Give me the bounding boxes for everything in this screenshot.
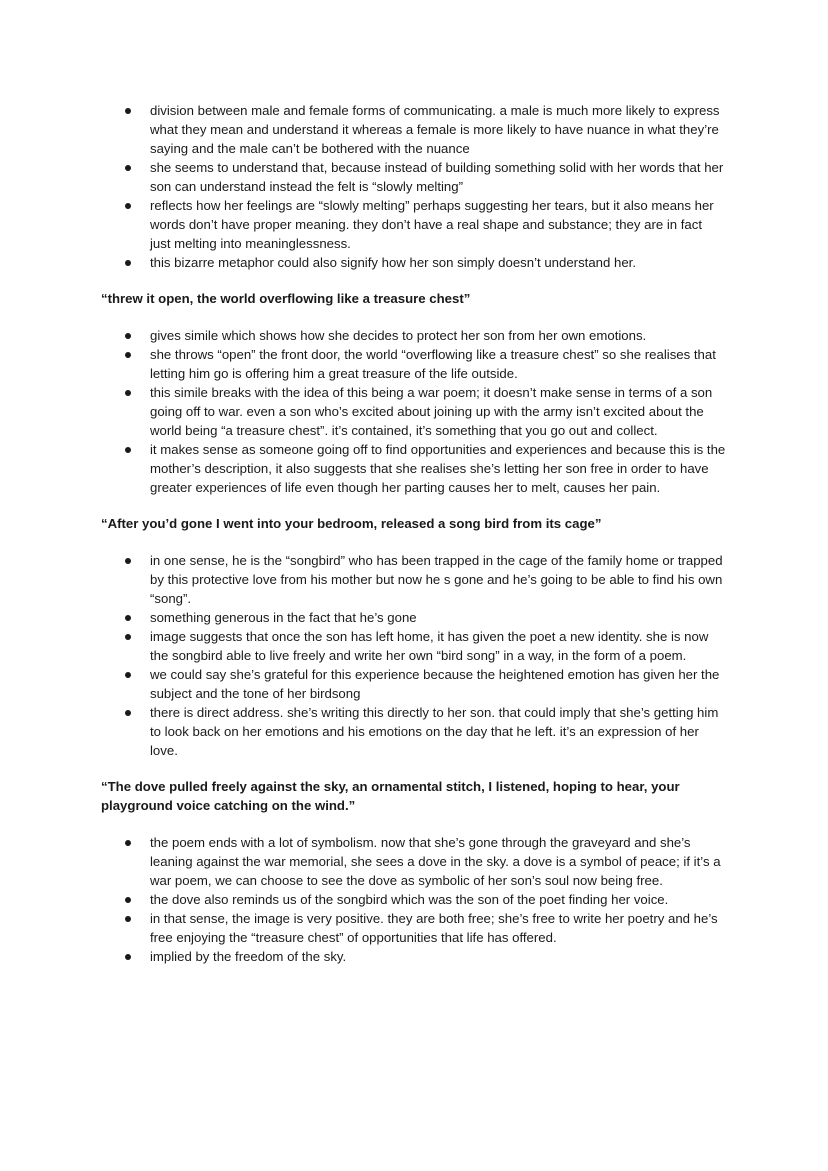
bullet-icon [125,260,131,266]
bullet-icon [125,916,131,922]
list-item: there is direct address. she’s writing this directly to her son. that could imply that she’s getting him to look back on her emotions and his emotions on the day that he left. it’s an expression of her love. [101,703,726,760]
bullet-list-dove [101,833,726,966]
list-item: in one sense, he is the “songbird” who has been trapped in the cage of the family home or trapped by this protective love from his mother but now he s gone and he’s going to be able to find his own “song”. [101,551,726,608]
bullet-list-treasure-chest [101,326,726,497]
document-body [101,101,726,966]
list-item: she seems to understand that, because instead of building something solid with her words that her son can understand instead the felt is “slowly melting” [101,158,726,196]
bullet-icon [125,634,131,640]
bullet-list-song-bird [101,551,726,760]
bullet-icon [125,615,131,621]
list-item: reflects how her feelings are “slowly melting” perhaps suggesting her tears, but it also means her words don’t have proper meaning. they don’t have a real shape and substance; they are in fact just melting into meaninglessness. [101,196,726,253]
list-item: image suggests that once the son has left home, it has given the poet a new identity. she is now the songbird able to live freely and write her own “bird song” in a way, in the form of a poem. [101,627,726,665]
list-item: division between male and female forms of communicating. a male is much more likely to express what they mean and understand it whereas a female is more likely to have nuance in what they’re saying and the male can’t be bothered with the nuance [101,101,726,158]
bullet-icon [125,558,131,564]
bullet-icon [125,165,131,171]
list-item: something generous in the fact that he’s gone [101,608,726,627]
bullet-icon [125,333,131,339]
list-item: the poem ends with a lot of symbolism. now that she’s gone through the graveyard and she’s leaning against the war memorial, she sees a dove in the sky. a dove is a symbol of peace; if it’s a war poem, we can choose to see the dove as symbolic of her son’s soul now being free. [101,833,726,890]
list-item: implied by the freedom of the sky. [101,947,726,966]
bullet-icon [125,108,131,114]
quote-heading-dove: “The dove pulled freely against the sky, an ornamental stitch, I listened, hoping to hear, your playground voice catching on the wind.” [101,779,680,813]
bullet-icon [125,203,131,209]
bullet-icon [125,447,131,453]
list-item: gives simile which shows how she decides to protect her son from her own emotions. [101,326,726,345]
list-item: this simile breaks with the idea of this being a war poem; it doesn’t make sense in terms of a son going off to war. even a son who’s excited about joining up with the army isn’t excited about the world being “a treasure chest”. it’s contained, it’s something that you go out and collect. [101,383,726,440]
list-item: in that sense, the image is very positive. they are both free; she’s free to write her poetry and he’s free enjoying the “treasure chest” of opportunities that life has offered. [101,909,726,947]
list-item: it makes sense as someone going off to find opportunities and experiences and because this is the mother’s description, it also suggests that she realises she’s letting her son free in order to have greater experiences of life even though her parting causes her to melt, causes her pain. [101,440,726,497]
bullet-icon [125,954,131,960]
quote-heading-song-bird: “After you’d gone I went into your bedroom, released a song bird from its cage” [101,516,602,531]
bullet-icon [125,840,131,846]
bullet-icon [125,710,131,716]
bullet-icon [125,390,131,396]
list-item: this bizarre metaphor could also signify how her son simply doesn’t understand her. [101,253,726,272]
bullet-list-intro [101,101,726,272]
list-item: she throws “open” the front door, the world “overflowing like a treasure chest” so she realises that letting him go is offering him a great treasure of the life outside. [101,345,726,383]
quote-heading-treasure-chest: “threw it open, the world overflowing like a treasure chest” [101,291,471,306]
bullet-icon [125,672,131,678]
bullet-icon [125,897,131,903]
list-item: the dove also reminds us of the songbird which was the son of the poet finding her voice. [101,890,726,909]
list-item: we could say she’s grateful for this experience because the heightened emotion has given her the subject and the tone of her birdsong [101,665,726,703]
bullet-icon [125,352,131,358]
